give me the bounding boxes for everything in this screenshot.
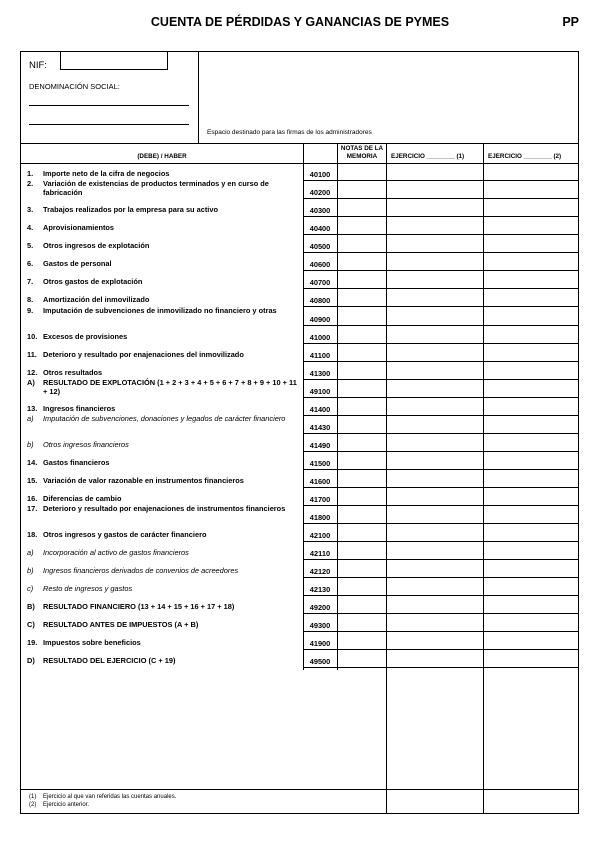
footnote-2: (2) Ejercicio anterior. — [29, 802, 90, 808]
statement-row — [21, 531, 303, 540]
ejercicio-2-cell[interactable] — [484, 387, 579, 397]
ejercicio-2-cell[interactable] — [484, 477, 579, 487]
ejercicio-1-cell[interactable] — [387, 639, 483, 649]
row-code: 41300 — [309, 369, 331, 378]
notas-cell[interactable] — [338, 477, 386, 487]
row-rule — [303, 198, 578, 199]
row-number: 19. — [27, 638, 38, 647]
notas-cell[interactable] — [338, 621, 386, 631]
ejercicio-2-cell[interactable] — [484, 531, 579, 541]
row-label: RESULTADO DEL EJERCICIO (C + 19) — [43, 656, 176, 665]
row-code: 41400 — [309, 405, 331, 414]
notas-cell[interactable] — [338, 639, 386, 649]
notas-cell[interactable] — [338, 206, 386, 216]
notas-cell[interactable] — [338, 657, 386, 667]
row-number: B) — [27, 602, 35, 611]
row-number: a) — [27, 548, 34, 557]
statement-row — [21, 459, 303, 468]
ejercicio-1-cell[interactable] — [387, 260, 483, 270]
statement-row — [21, 206, 303, 215]
row-number: 11. — [27, 350, 37, 359]
ejercicio-1-cell[interactable] — [387, 188, 483, 198]
row-rule — [303, 595, 578, 596]
row-rule — [303, 180, 578, 181]
ejercicio-1-cell[interactable] — [387, 333, 483, 343]
row-code: 49200 — [309, 603, 331, 612]
row-label: Otros resultados — [43, 368, 103, 377]
ejercicio-2-cell[interactable] — [484, 369, 579, 379]
ejercicio-2-cell[interactable] — [484, 188, 579, 198]
ejercicio-1-cell[interactable] — [387, 549, 483, 559]
form-code: PP — [562, 15, 579, 29]
ejercicio-1-cell[interactable] — [387, 387, 483, 397]
denominacion-field-line-1[interactable] — [29, 105, 189, 106]
statement-row — [21, 260, 303, 269]
statement-row — [21, 242, 303, 251]
row-rule — [303, 577, 578, 578]
row-label: RESULTADO FINANCIERO (13 + 14 + 15 + 16 + 17 + 18) — [43, 602, 235, 611]
row-rule — [303, 667, 578, 668]
row-label: Deterioro y resultado por enajenaciones del inmovilizado — [43, 350, 244, 359]
row-label: Excesos de provisiones — [43, 332, 128, 341]
row-code: 40800 — [309, 296, 331, 305]
row-number: 10. — [27, 332, 38, 341]
row-label: Resto de ingresos y gastos — [43, 584, 133, 593]
row-number: A) — [27, 378, 35, 387]
denominacion-label: DENOMINACIÓN SOCIAL: — [29, 82, 120, 91]
statement-row — [21, 441, 303, 450]
row-code: 41700 — [309, 495, 331, 504]
row-label: Amortización del inmovilizado — [43, 295, 150, 304]
row-label: Deterioro y resultado por enajenaciones de instrumentos financieros — [43, 504, 286, 513]
ejercicio-2-cell[interactable] — [484, 315, 579, 325]
col-header-ejercicio-2: EJERCICIO ________ (2) — [488, 153, 562, 160]
row-code: 40300 — [309, 206, 331, 215]
statement-row — [21, 369, 303, 378]
ejercicio-1-cell[interactable] — [387, 513, 483, 523]
row-rule — [303, 649, 578, 650]
nif-field[interactable] — [60, 52, 168, 70]
ejercicio-1-cell[interactable] — [387, 603, 483, 613]
ejercicio-1-cell[interactable] — [387, 621, 483, 631]
row-label: Variación de valor razonable en instrumentos financieros — [43, 476, 244, 485]
row-code: 40100 — [309, 170, 331, 179]
ejercicio-1-cell[interactable] — [387, 459, 483, 469]
statement-row — [21, 333, 303, 342]
ejercicio-2-cell[interactable] — [484, 224, 579, 234]
statement-row — [21, 549, 303, 558]
row-number: b) — [27, 566, 34, 575]
row-label: RESULTADO ANTES DE IMPUESTOS (A + B) — [43, 620, 199, 629]
ejercicio-2-cell[interactable] — [484, 423, 579, 433]
row-label: Variación de existencias de productos terminados y en curso de fabricación — [43, 179, 269, 197]
form-frame — [20, 51, 579, 814]
statement-row — [21, 567, 303, 576]
row-rule — [303, 288, 578, 289]
firmas-caption: Espacio destinado para las firmas de los administradores — [207, 129, 372, 136]
ejercicio-2-cell[interactable] — [484, 170, 579, 180]
row-label: RESULTADO DE EXPLOTACIÓN (1 + 2 + 3 + 4 + 5 + 6 + 7 + 8 + 9 + 10 + 11 + 12) — [43, 378, 297, 396]
row-rule — [303, 613, 578, 614]
notas-cell[interactable] — [338, 188, 386, 198]
notas-cell[interactable] — [338, 423, 386, 433]
ejercicio-1-cell[interactable] — [387, 657, 483, 667]
row-number: 16. — [27, 494, 38, 503]
notas-cell[interactable] — [338, 170, 386, 180]
nif-label: NIF: — [29, 60, 47, 71]
ejercicio-2-cell[interactable] — [484, 296, 579, 306]
ejercicio-2-cell[interactable] — [484, 206, 579, 216]
notas-cell[interactable] — [338, 513, 386, 523]
row-rule — [303, 379, 578, 380]
notas-cell[interactable] — [338, 296, 386, 306]
row-label: Otros ingresos de explotación — [43, 241, 150, 250]
row-label: Imputación de subvenciones, donaciones y legados de carácter financiero — [43, 414, 286, 423]
notas-cell[interactable] — [338, 351, 386, 361]
ejercicio-2-cell[interactable] — [484, 405, 579, 415]
row-rule — [303, 343, 578, 344]
notas-cell[interactable] — [338, 224, 386, 234]
col-header-concept: (DEBE) / HABER — [137, 153, 187, 160]
row-label: Otros ingresos financieros — [43, 440, 129, 449]
row-number: 4. — [27, 223, 34, 232]
row-rule — [303, 252, 578, 253]
statement-row — [21, 307, 303, 324]
statement-row — [21, 278, 303, 287]
ejercicio-2-cell[interactable] — [484, 495, 579, 505]
statement-row — [21, 603, 303, 612]
row-rule — [303, 451, 578, 452]
row-code: 49300 — [309, 621, 331, 630]
notas-cell[interactable] — [338, 242, 386, 252]
statement-row — [21, 224, 303, 233]
row-number: 17. — [27, 504, 38, 513]
row-label: Gastos financieros — [43, 458, 110, 467]
footnote-1: (1) Ejercicio al que van referidas las cuentas anuales. — [29, 794, 177, 800]
row-rule — [303, 433, 578, 434]
row-number: 2. — [27, 179, 34, 188]
header-separator — [21, 143, 578, 144]
denominacion-field-line-2[interactable] — [29, 124, 189, 125]
row-label: Otros ingresos y gastos de carácter financiero — [43, 530, 207, 539]
row-label: Otros gastos de explotación — [43, 277, 143, 286]
ejercicio-2-cell[interactable] — [484, 621, 579, 631]
row-code: 42110 — [309, 549, 331, 558]
statement-row — [21, 505, 303, 522]
row-number: 13. — [27, 404, 38, 413]
statement-row — [21, 495, 303, 504]
ejercicio-1-cell[interactable] — [387, 224, 483, 234]
row-rule — [303, 415, 578, 416]
statement-row — [21, 639, 303, 648]
statement-row — [21, 405, 303, 414]
row-label: Imputación de subvenciones de inmovilizado no financiero y otras — [43, 306, 277, 315]
row-code: 41900 — [309, 639, 331, 648]
notas-cell[interactable] — [338, 531, 386, 541]
row-code: 42120 — [309, 567, 331, 576]
col-header-notas: NOTAS DE LA MEMORIA — [340, 145, 384, 160]
row-number: 5. — [27, 241, 34, 250]
ejercicio-2-cell[interactable] — [484, 603, 579, 613]
row-code: 41430 — [309, 423, 331, 432]
row-number: 9. — [27, 306, 34, 315]
row-label: Gastos de personal — [43, 259, 112, 268]
ejercicio-1-cell[interactable] — [387, 477, 483, 487]
row-rule — [303, 361, 578, 362]
row-number: a) — [27, 414, 34, 423]
statement-row — [21, 585, 303, 594]
row-number: 8. — [27, 295, 34, 304]
row-code: 41600 — [309, 477, 331, 486]
notas-cell[interactable] — [338, 387, 386, 397]
statement-row — [21, 379, 303, 396]
ejercicio-1-cell[interactable] — [387, 296, 483, 306]
row-number: 18. — [27, 530, 38, 539]
row-code: 40500 — [309, 242, 331, 251]
form-title: CUENTA DE PÉRDIDAS Y GANANCIAS DE PYMES — [150, 15, 450, 29]
notas-cell[interactable] — [338, 495, 386, 505]
row-rule — [303, 523, 578, 524]
row-number: C) — [27, 620, 35, 629]
row-code: 41100 — [309, 351, 331, 360]
statement-row — [21, 621, 303, 630]
ejercicio-2-cell[interactable] — [484, 513, 579, 523]
row-number: 15. — [27, 476, 38, 485]
ejercicio-1-cell[interactable] — [387, 206, 483, 216]
row-rule — [303, 325, 578, 326]
ejercicio-2-cell[interactable] — [484, 351, 579, 361]
row-code: 40600 — [309, 260, 331, 269]
notas-cell[interactable] — [338, 459, 386, 469]
ejercicio-1-cell[interactable] — [387, 242, 483, 252]
notas-cell[interactable] — [338, 567, 386, 577]
statement-row — [21, 477, 303, 486]
ejercicio-2-cell[interactable] — [484, 459, 579, 469]
statement-row — [21, 351, 303, 360]
ejercicio-2-cell[interactable] — [484, 242, 579, 252]
ejercicio-2-cell[interactable] — [484, 567, 579, 577]
row-rule — [303, 234, 578, 235]
statement-row — [21, 296, 303, 305]
statement-row — [21, 170, 303, 179]
row-number: 12. — [27, 368, 38, 377]
notas-cell[interactable] — [338, 603, 386, 613]
statement-row — [21, 415, 303, 432]
ejercicio-1-cell[interactable] — [387, 278, 483, 288]
row-code: 49100 — [309, 387, 331, 396]
ejercicio-1-cell[interactable] — [387, 423, 483, 433]
row-label: Ingresos financieros — [43, 404, 116, 413]
col-header-ejercicio-1: EJERCICIO ________ (1) — [391, 153, 465, 160]
ejercicio-1-cell[interactable] — [387, 369, 483, 379]
notas-cell[interactable] — [338, 369, 386, 379]
statement-row — [21, 180, 303, 197]
row-label: Trabajos realizados por la empresa para su activo — [43, 205, 218, 214]
notas-cell[interactable] — [338, 315, 386, 325]
ejercicio-1-cell[interactable] — [387, 405, 483, 415]
notas-cell[interactable] — [338, 549, 386, 559]
row-number: 14. — [27, 458, 38, 467]
row-number: 7. — [27, 277, 34, 286]
row-number: c) — [27, 584, 34, 593]
row-label: Ingresos financieros derivados de convenios de acreedores — [43, 566, 239, 575]
row-label: Importe neto de la cifra de negocios — [43, 169, 170, 178]
notas-cell[interactable] — [338, 260, 386, 270]
row-code: 40400 — [309, 224, 331, 233]
row-rule — [303, 270, 578, 271]
ejercicio-2-cell[interactable] — [484, 333, 579, 343]
row-rule — [303, 505, 578, 506]
row-code: 40700 — [309, 278, 331, 287]
ejercicio-1-cell[interactable] — [387, 170, 483, 180]
row-rule — [303, 216, 578, 217]
row-rule — [303, 469, 578, 470]
row-code: 41000 — [309, 333, 331, 342]
row-code: 49500 — [309, 657, 331, 666]
col-header-rule — [21, 163, 578, 164]
ejercicio-1-cell[interactable] — [387, 441, 483, 451]
notas-cell[interactable] — [338, 585, 386, 595]
ejercicio-1-cell[interactable] — [387, 531, 483, 541]
ejercicio-1-cell[interactable] — [387, 351, 483, 361]
ejercicio-1-cell[interactable] — [387, 315, 483, 325]
ejercicio-2-cell[interactable] — [484, 585, 579, 595]
ejercicio-2-cell[interactable] — [484, 278, 579, 288]
row-code: 41490 — [309, 441, 331, 450]
row-rule — [303, 306, 578, 307]
ejercicio-2-cell[interactable] — [484, 639, 579, 649]
row-rule — [303, 559, 578, 560]
row-code: 41500 — [309, 459, 331, 468]
ejercicio-1-cell[interactable] — [387, 585, 483, 595]
row-rule — [303, 487, 578, 488]
row-number: D) — [27, 656, 35, 665]
notas-cell[interactable] — [338, 333, 386, 343]
row-rule — [303, 631, 578, 632]
notas-cell[interactable] — [338, 441, 386, 451]
row-label: Diferencias de cambio — [43, 494, 122, 503]
footnote-rule — [21, 789, 578, 790]
notas-cell[interactable] — [338, 405, 386, 415]
row-label: Incorporación al activo de gastos financieros — [43, 548, 189, 557]
row-number: 3. — [27, 205, 34, 214]
statement-row — [21, 657, 303, 666]
ejercicio-2-cell[interactable] — [484, 260, 579, 270]
row-label: Impuestos sobre beneficios — [43, 638, 141, 647]
row-code: 42130 — [309, 585, 331, 594]
row-code: 42100 — [309, 531, 331, 540]
row-code: 40200 — [309, 188, 331, 197]
row-code: 41800 — [309, 513, 331, 522]
row-rule — [303, 397, 578, 398]
row-number: b) — [27, 440, 34, 449]
ejercicio-2-cell[interactable] — [484, 441, 579, 451]
row-number: 1. — [27, 169, 34, 178]
row-code: 40900 — [309, 315, 331, 324]
ejercicio-1-cell[interactable] — [387, 567, 483, 577]
identification-box — [21, 52, 199, 143]
ejercicio-1-cell[interactable] — [387, 495, 483, 505]
ejercicio-2-cell[interactable] — [484, 549, 579, 559]
notas-cell[interactable] — [338, 278, 386, 288]
row-rule — [303, 541, 578, 542]
row-number: 6. — [27, 259, 34, 268]
ejercicio-2-cell[interactable] — [484, 657, 579, 667]
row-label: Aprovisionamientos — [43, 223, 115, 232]
